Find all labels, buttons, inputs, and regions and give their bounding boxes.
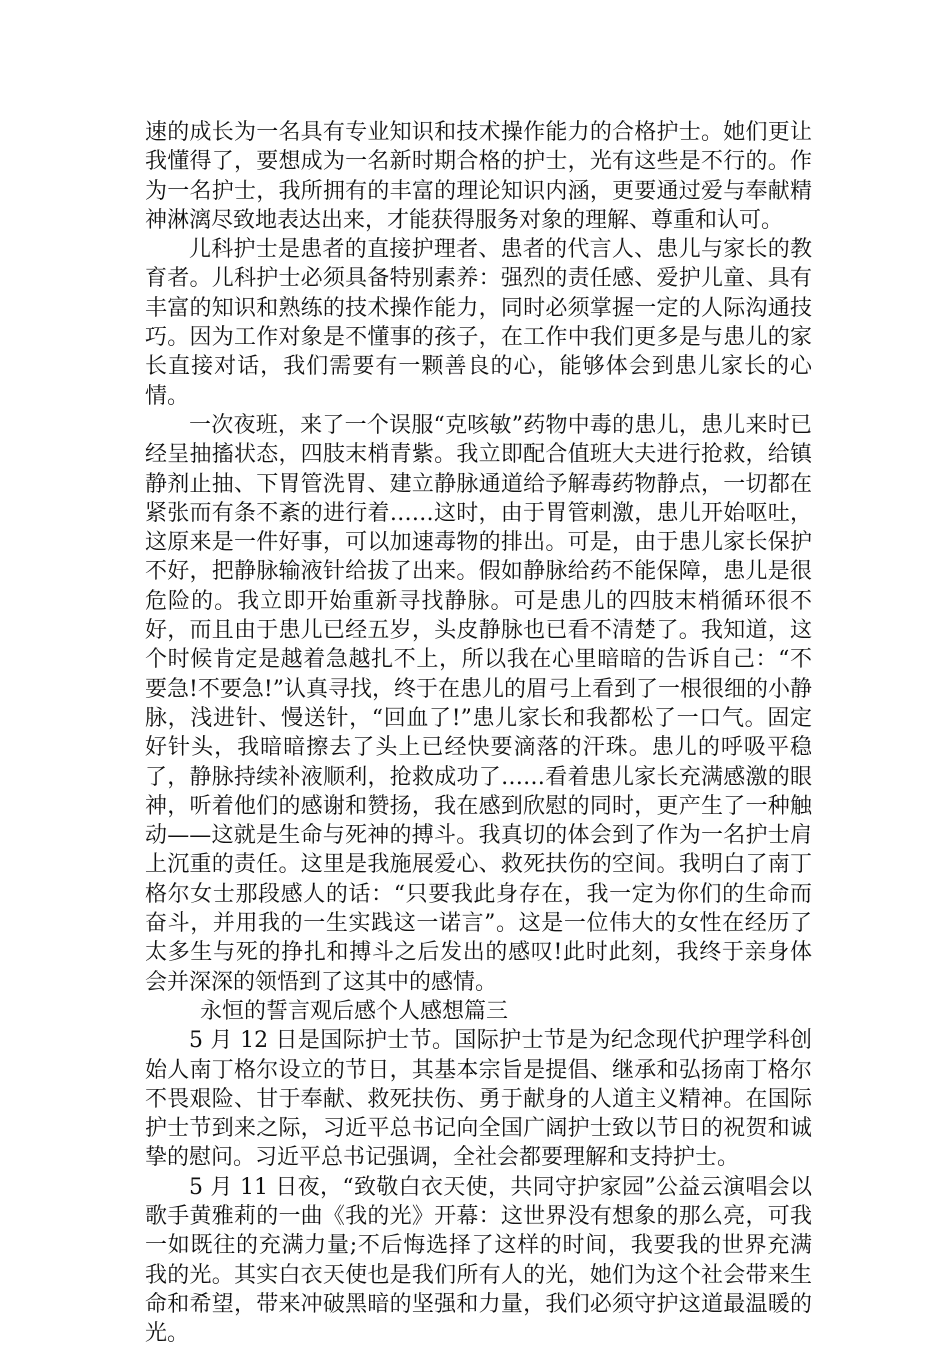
paragraph-night-shift: 一次夜班，来了一个误服“克咳敏”药物中毒的患儿，患儿来时已经呈抽搐状态，四肢末梢青紫。我立即配合值班大夫进行抢救，给镇静剂止抽、下胃管洗胃、建立静脉通道给予解毒药物静点，一切都在紧张而有条不紊的进行着……这时，由于胃管刺激，患儿开始呕吐，这原来是一件好事，可以加速毒物的排出。可是，由于患儿家长保护不好，把静脉输液针给拔了出来。假如静脉给药不能保障，患儿是很危险的。我立即开始重新寻找静脉。可是患儿的四肢末梢循环很不好，而且由于患儿已经五岁，头皮静脉也已看不清楚了。我知道，这个时候肯定是越着急越扎不上，所以我在心里暗暗的告诉自己：“不要急!不要急!”认真寻找，终于在患儿的眉弓上看到了一根很细的小静脉，浅进针、慢送针，“回血了!”患儿家长和我都松了一口气。固定好针头，我暗暗擦去了头上已经快要滴落的汗珠。患儿的呼吸平稳了，静脉持续补液顺利，抢救成功了……看着患儿家长充满感激的眼神，听着他们的感谢和赞扬，我在感到欣慰的同时，更产生了一种触动——这就是生命与死神的搏斗。我真切的体会到了作为一名护士肩上沉重的责任。这里是我施展爱心、救死扶伤的空间。我明白了南丁格尔女士那段感人的话：“只要我此身存在，我一定为你们的生命而奋斗，并用我的一生实践这一诺言”。这是一位伟大的女性在经历了太多生与死的挣扎和搏斗之后发出的感叹!此时此刻，我终于亲身体会并深深的领悟到了这其中的感情。 (145, 412, 812, 995)
paragraph-pediatric-nurse: 儿科护士是患者的直接护理者、患者的代言人、患儿与家长的教育者。儿科护士必须具备特别素养：强烈的责任感、爱护儿童、具有丰富的知识和熟练的技术操作能力，同时必须掌握一定的人际沟通技巧。因为工作对象是不懂事的孩子，在工作中我们更多是与患儿的家长直接对话，我们需要有一颗善良的心，能够体会到患儿家长的心情。 (145, 237, 812, 409)
paragraph-concert: 5 月 11 日夜，“致敬白衣天使，共同守护家园”公益云演唱会以歌手黄雅莉的一曲《我的光》开幕：这世界没有想象的那么亮，可我一如既往的充满力量;不后悔选择了这样的时间，我要我的世界充满我的光。其实白衣天使也是我们所有人的光，她们为这个社会带来生命和希望，带来冲破黑暗的坚强和力量，我们必须守护这道最温暖的光。 (145, 1174, 812, 1347)
section-title: 永恒的誓言观后感个人感想篇三 (200, 998, 509, 1024)
paragraph-nurses-day: 5 月 12 日是国际护士节。国际护士节是为纪念现代护理学科创始人南丁格尔设立的节日，其基本宗旨是提倡、继承和弘扬南丁格尔不畏艰险、甘于奉献、救死扶伤、勇于献身的人道主义精神。在国际护士节到来之际，习近平总书记向全国广阔护士致以节日的祝贺和诚挚的慰问。习近平总书记强调，全社会都要理解和支持护士。 (145, 1028, 812, 1171)
document-page (145, 118, 812, 1348)
paragraph-continued: 速的成长为一名具有专业知识和技术操作能力的合格护士。她们更让我懂得了，要想成为一名新时期合格的护士，光有这些是不行的。作为一名护士，我所拥有的丰富的理论知识内涵，更要通过爱与奉献精神淋漓尽致地表达出来，才能获得服务对象的理解、尊重和认可。 (145, 120, 812, 233)
